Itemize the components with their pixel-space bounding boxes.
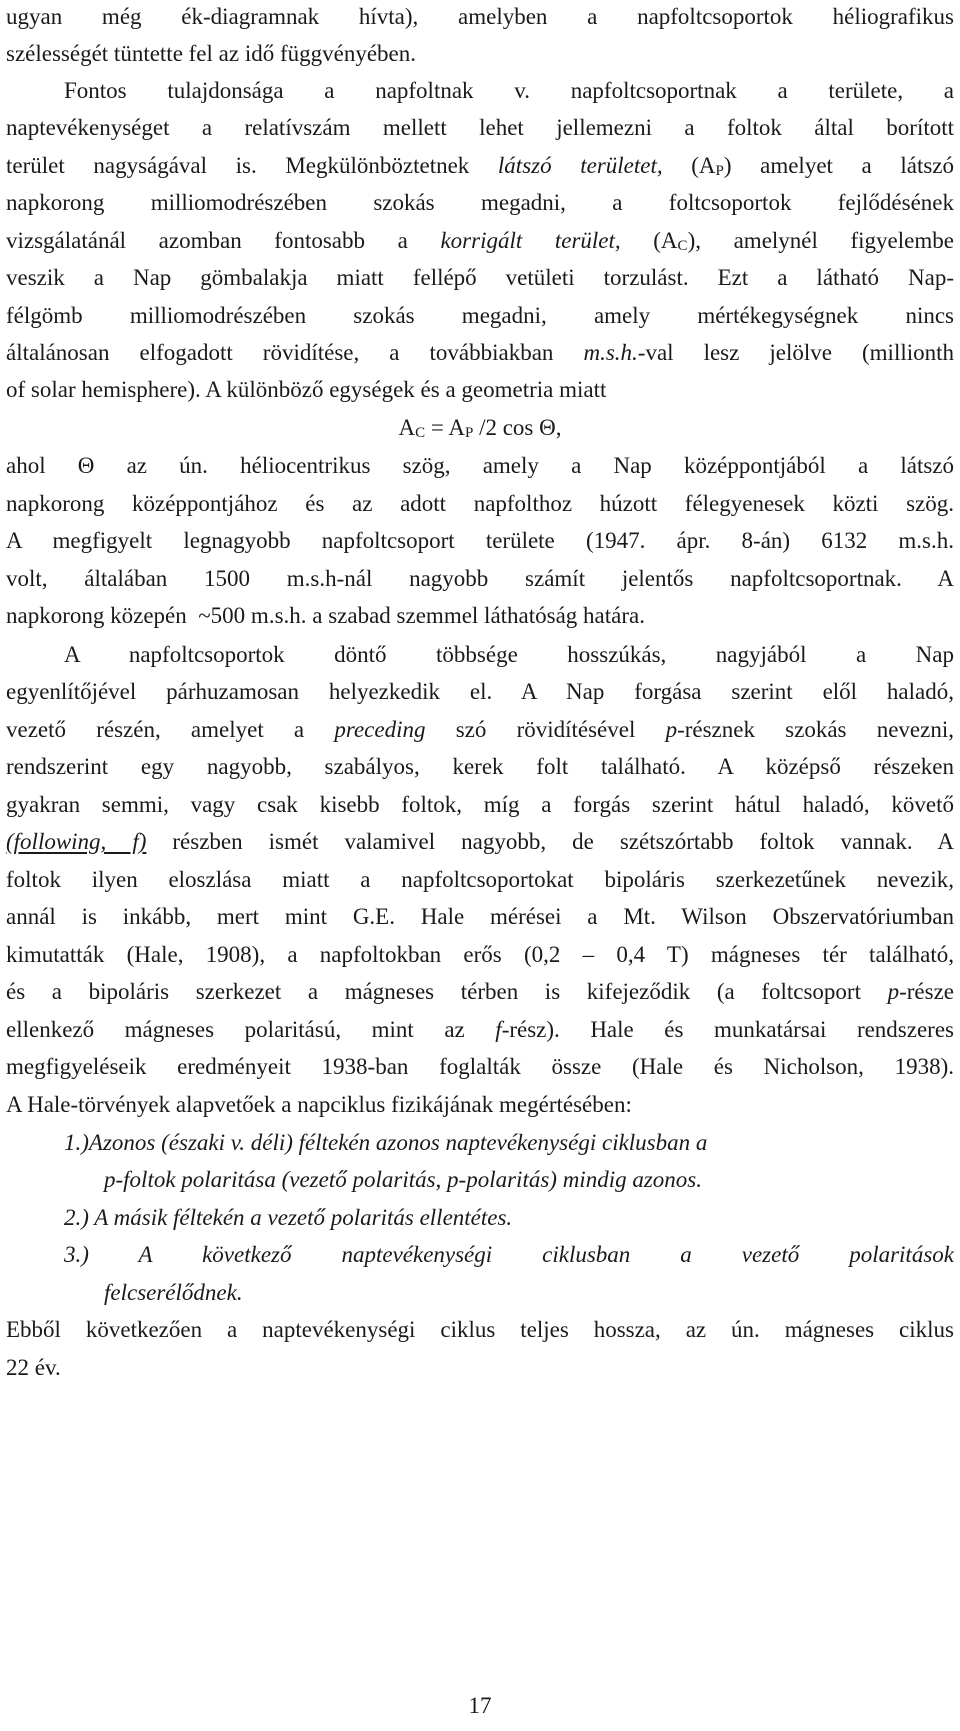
hale-law-1-continued: p-foltok polaritása (vezető polaritás, p-polaritás) mindig azonos. [104, 1167, 702, 1192]
paragraph-line: terület nagyságával is. Megkülönböztetnek látszó területet, (AP) amelyet a látszó [6, 153, 954, 179]
paragraph-line: egyenlítőjével párhuzamosan helyezkedik el. A Nap forgása szerint elől haladó, [6, 679, 954, 704]
paragraph-line: vizsgálatánál azomban fontosabb a korrigált terület, (AC), amelynél figyelembe [6, 228, 954, 254]
page-number: 17 [468, 1693, 492, 1718]
paragraph-line: naptevékenységet a relatívszám mellett lehet jellemezni a foltok által borított [6, 115, 954, 140]
paragraph-line: annál is inkább, mert mint G.E. Hale mérései a Mt. Wilson Obszervatóriumban [6, 904, 954, 929]
paragraph-line: ugyan még ék-diagramnak hívta), amelyben a napfoltcsoportok héliografikus [6, 4, 954, 29]
paragraph-line: veszik a Nap gömbalakja miatt fellépő vetületi torzulást. Ezt a látható Nap- [6, 265, 954, 290]
paragraph-line: rendszerint egy nagyobb, szabályos, kerek folt található. A középső részeken [6, 754, 954, 779]
paragraph-line: megfigyeléseik eredményeit 1938-ban foglalták össze (Hale és Nicholson, 1938). [6, 1054, 954, 1079]
paragraph-line: Fontos tulajdonsága a napfoltnak v. napfoltcsoportnak a területe, a [64, 78, 954, 103]
paragraph-line: of solar hemisphere). A különböző egységek és a geometria miatt [6, 377, 607, 402]
hale-law-1: 1.)Azonos (északi v. déli) féltekén azonos naptevékenységi ciklusban a [64, 1130, 708, 1155]
paragraph-line: A napfoltcsoportok döntő többsége hosszúkás, nagyjából a Nap [64, 642, 954, 667]
paragraph-line: napkorong milliomodrészében szokás megadni, a foltcsoportok fejlődésének [6, 190, 954, 215]
paragraph-line: általánosan elfogadott rövidítése, a továbbiakban m.s.h.-val lesz jelölve (millionth [6, 340, 955, 365]
paragraph-line: gyakran semmi, vagy csak kisebb foltok, míg a forgás szerint hátul haladó, követő [6, 792, 954, 817]
paragraph-line: (following, f) részben ismét valamivel nagyobb, de szétszórtabb foltok vannak. A [6, 829, 954, 854]
paragraph-line: vezető részén, amelyet a preceding szó rövidítésével p-résznek szokás nevezni, [6, 717, 954, 742]
paragraph-line: napkorong középpontjához és az adott napfolthoz húzott félegyenesek közti szög. [6, 491, 954, 516]
hale-law-3-continued: felcserélődnek. [104, 1280, 243, 1305]
paragraph-line: A megfigyelt legnagyobb napfoltcsoport területe (1947. ápr. 8-án) 6132 m.s.h. [6, 528, 954, 553]
paragraph-line: foltok ilyen eloszlása miatt a napfoltcsoportokat bipoláris szerkezetűnek nevezik, [6, 867, 954, 892]
paragraph-line: Ebből következően a naptevékenységi ciklus teljes hossza, az ún. mágneses ciklus [6, 1317, 954, 1342]
paragraph-line: ahol Θ az ún. héliocentrikus szög, amely a Nap középpontjából a látszó [6, 453, 954, 478]
paragraph-line: volt, általában 1500 m.s.h-nál nagyobb számít jelentős napfoltcsoportnak. A [6, 566, 954, 591]
paragraph-line: és a bipoláris szerkezet a mágneses térben is kifejeződik (a foltcsoport p-része [6, 979, 954, 1004]
paragraph-line: napkorong közepén ~500 m.s.h. a szabad szemmel láthatóság határa. [6, 603, 645, 628]
paragraph-line: ellenkező mágneses polaritású, mint az f-rész). Hale és munkatársai rendszeres [6, 1017, 954, 1042]
hale-law-3: 3.) A következő naptevékenységi ciklusban a vezető polaritások [64, 1242, 954, 1267]
paragraph-line: félgömb milliomodrészében szokás megadni, amely mértékegységnek nincs [6, 303, 954, 328]
paragraph-line: szélességét tüntette fel az idő függvényében. [6, 41, 417, 66]
paragraph-line: kimutatták (Hale, 1908), a napfoltokban erős (0,2 – 0,4 T) mágneses tér található, [6, 942, 954, 967]
hale-law-2: 2.) A másik féltekén a vezető polaritás ellentétes. [64, 1205, 513, 1230]
paragraph-line: A Hale-törvények alapvetőek a napciklus fizikájának megértésében: [6, 1092, 632, 1117]
formula: AC = AP /2 cos Θ, [398, 415, 562, 441]
paragraph-line: 22 év. [6, 1355, 61, 1380]
